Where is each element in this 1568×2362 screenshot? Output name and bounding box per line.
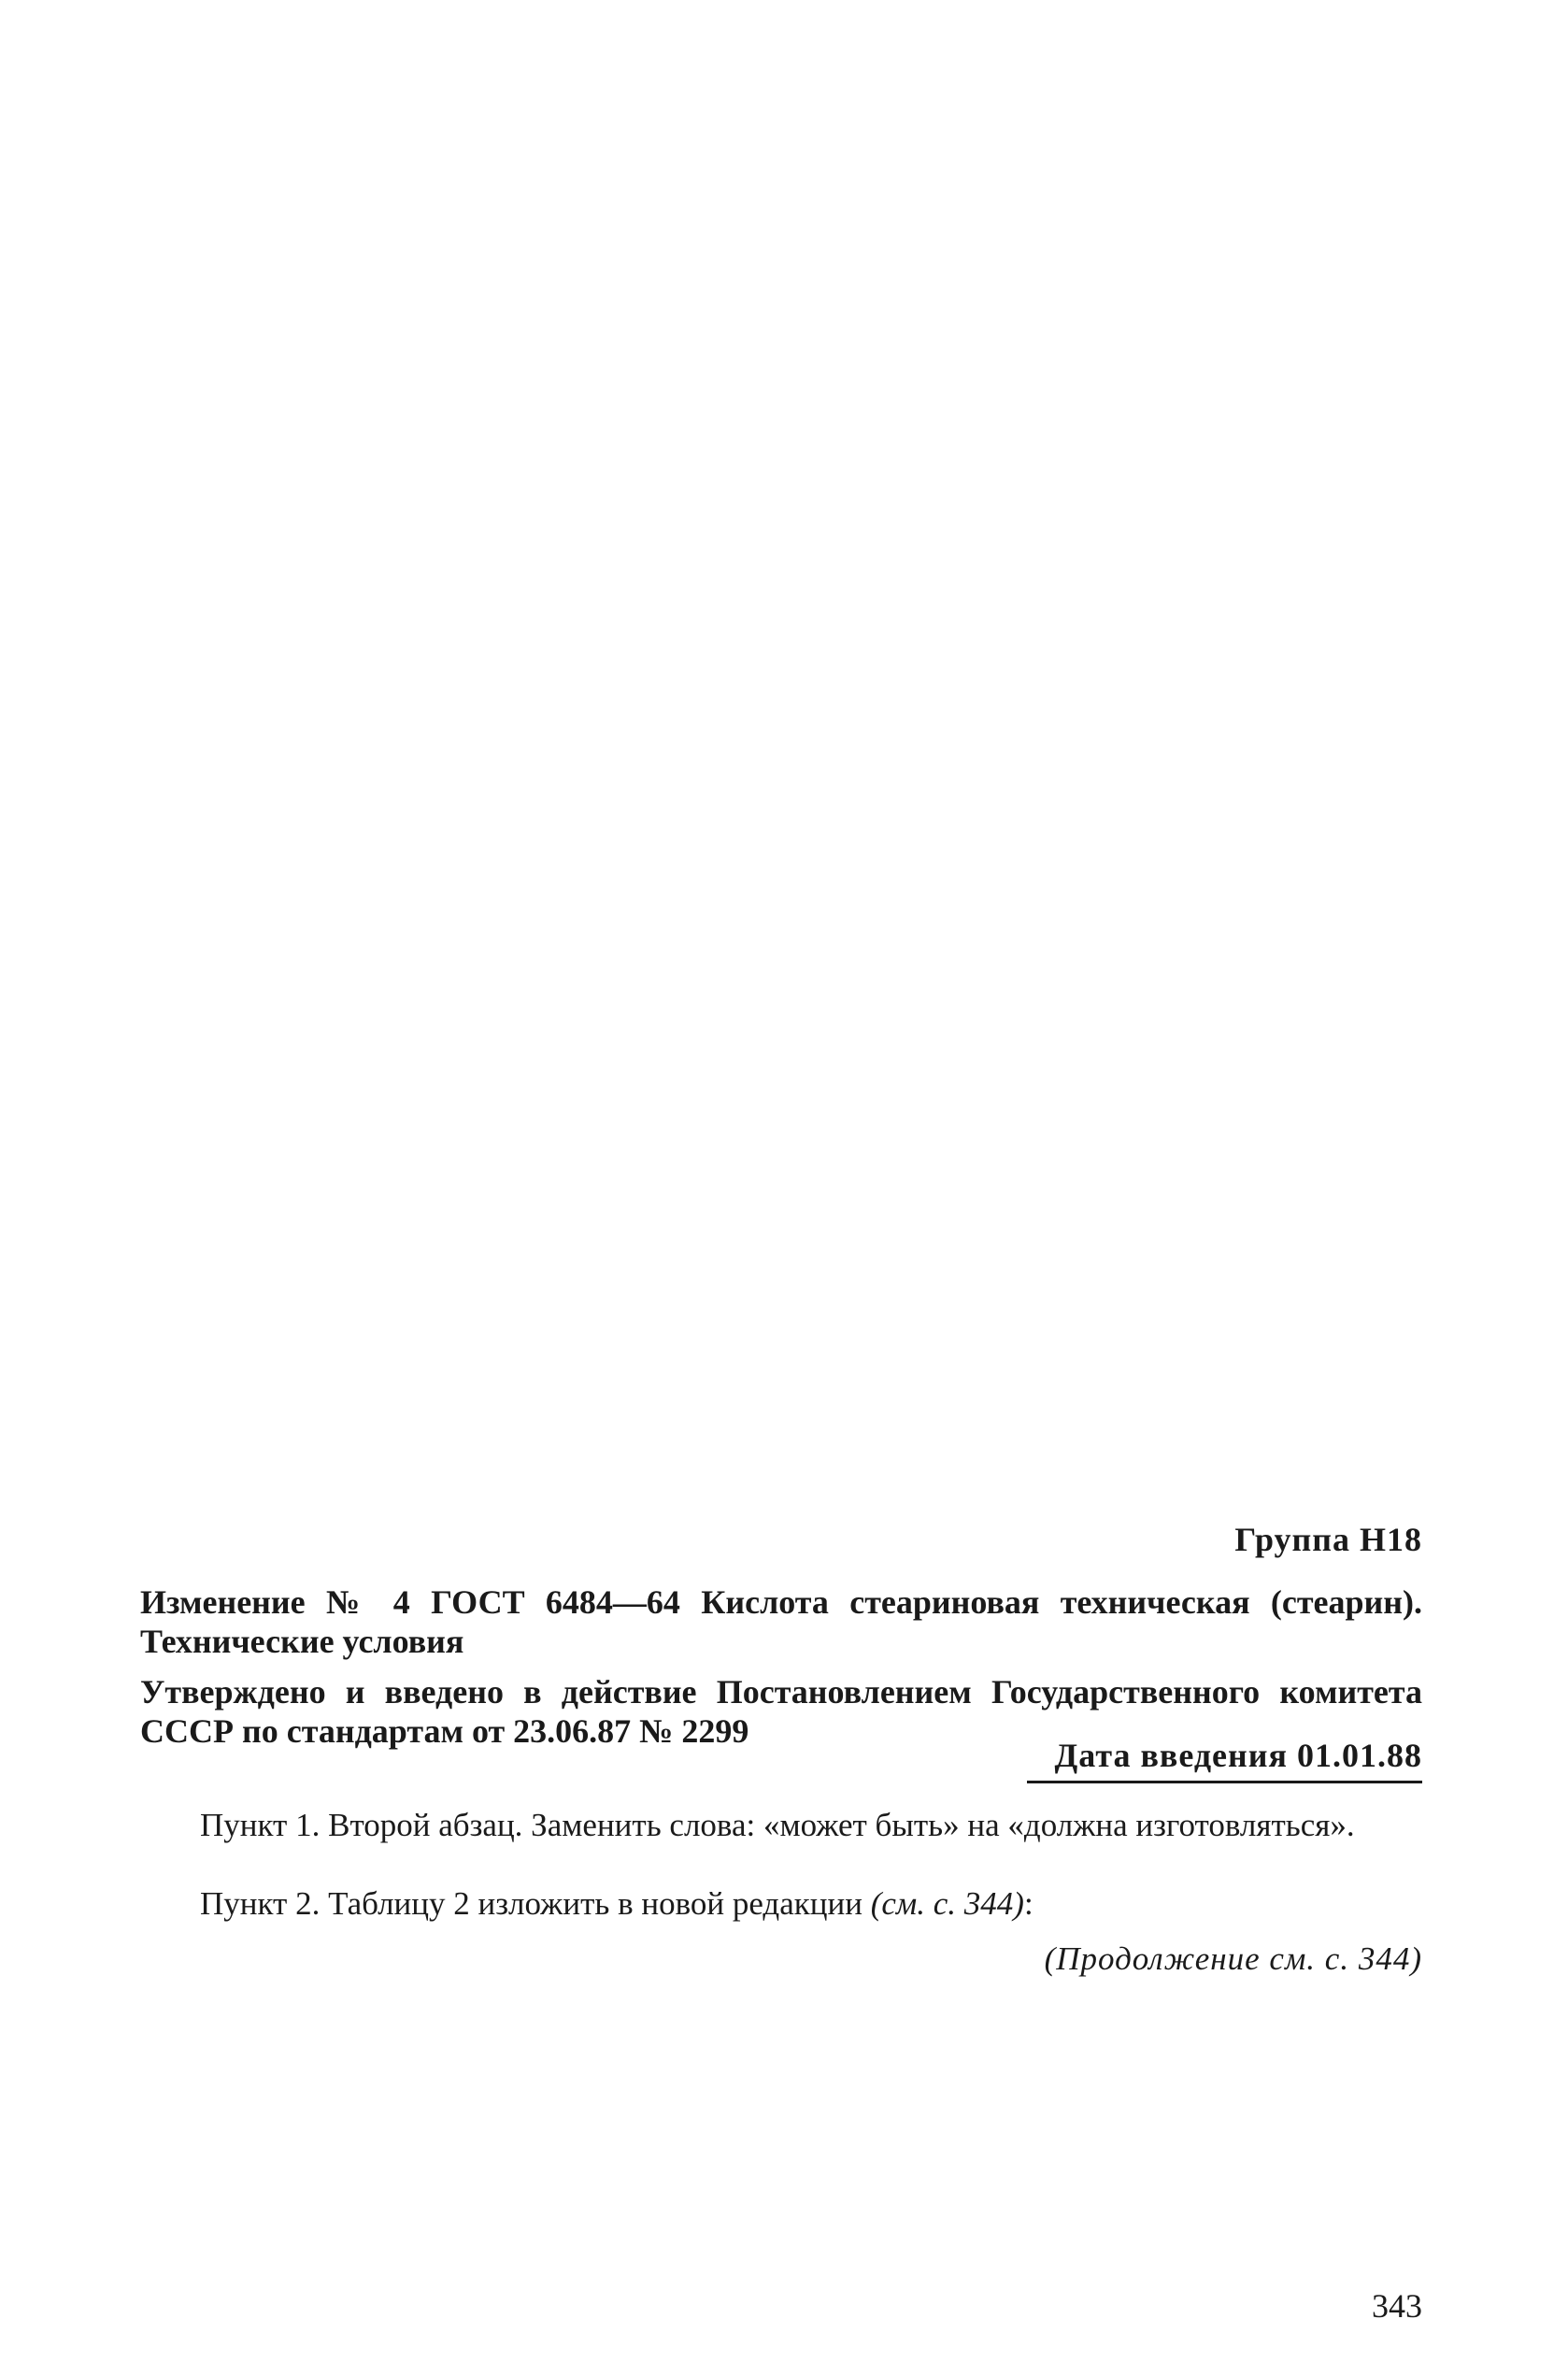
paragraph-point-2-page-ref: (см. с. 344) xyxy=(870,1885,1024,1922)
effective-date: Дата введения 01.01.88 xyxy=(1027,1736,1423,1783)
group-label: Группа Н18 xyxy=(1234,1521,1422,1558)
paragraph-point-2-text: Пункт 2. Таблицу 2 изложить в новой редакции xyxy=(200,1885,871,1922)
approval-heading: Утверждено и введено в действие Постановлением Государственного комитета СССР по стандартам от 23.06.87 № 2299 xyxy=(140,1673,1422,1750)
amendment-heading: Изменение № 4 ГОСТ 6484—64 Кислота стеариновая техническая (стеарин). Технические условия xyxy=(140,1583,1422,1660)
paragraph-point-2-colon: : xyxy=(1023,1885,1033,1922)
paragraph-point-1: Пункт 1. Второй абзац. Заменить слова: «может быть» на «должна изготовляться». xyxy=(200,1807,1355,1843)
continued-note: (Продолжение см. с. 344) xyxy=(1044,1940,1422,1977)
page-number: 343 xyxy=(1372,2287,1422,2325)
paragraph-point-2 xyxy=(140,1884,1422,1924)
